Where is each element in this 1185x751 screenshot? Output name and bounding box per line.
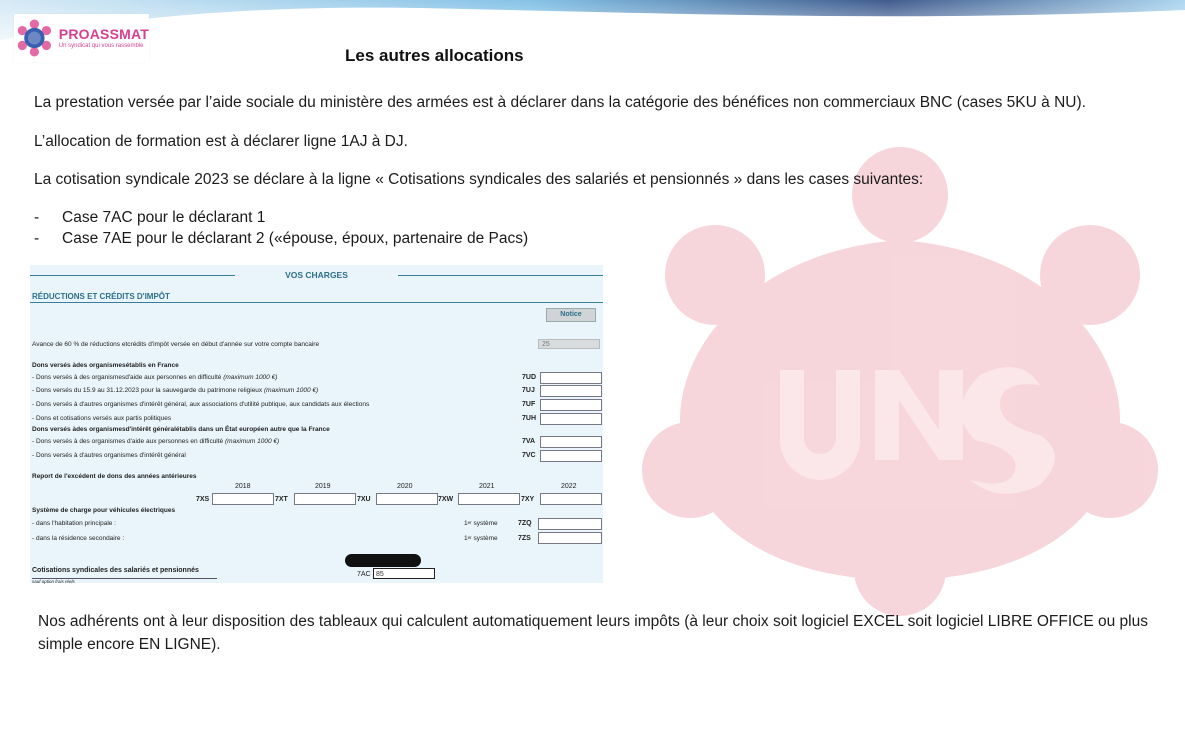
- input-7va[interactable]: [540, 436, 602, 448]
- input-7uf[interactable]: [540, 399, 602, 411]
- cotisations-sub: sauf option frais réels: [32, 579, 75, 584]
- top-wave-decoration: [0, 0, 1185, 60]
- header-rule-right: [398, 275, 603, 276]
- input-7xt[interactable]: [294, 493, 356, 505]
- year-label: 2021: [479, 483, 495, 490]
- section-rule: [30, 302, 603, 303]
- cotisations-heading: Cotisations syndicales des salariés et pensionnés: [32, 567, 199, 574]
- logo-name: PROASSMAT: [58, 26, 149, 42]
- charge-row-label: - dans la résidence secondaire :: [32, 535, 125, 542]
- year-label: 2018: [235, 483, 251, 490]
- code-7xu: 7XU: [357, 496, 371, 503]
- logo-tagline: Un syndicat qui vous rassemble: [58, 43, 144, 49]
- code-7zq: 7ZQ: [518, 520, 532, 527]
- code-7zs: 7ZS: [518, 535, 531, 542]
- input-7vc[interactable]: [540, 450, 602, 462]
- code-7uh: 7UH: [522, 415, 537, 422]
- code-7ac: 7AC: [357, 571, 371, 578]
- paragraph-cotisation: La cotisation syndicale 2023 se déclare à la ligne « Cotisations syndicales des salariés et pensionnés » dans les cases suivantes:: [34, 171, 924, 188]
- input-7uj[interactable]: [540, 385, 602, 397]
- form-header: VOS CHARGES: [285, 270, 348, 280]
- code-7ud: 7UD: [522, 374, 537, 381]
- advance-label: Avance de 60 % de réductions etcrédits d'impôt versée en début d'année sur votre compte bancaire: [32, 341, 320, 348]
- report-heading: Report de l'excédent de dons des années antérieures: [32, 473, 197, 480]
- input-7zq[interactable]: [538, 518, 602, 530]
- dons-europe-heading: Dons versés àdes organismesd'intérêt généralétablis dans un État européen autre que la France: [32, 426, 330, 433]
- input-7zs[interactable]: [538, 532, 602, 544]
- paragraph-formation: L’allocation de formation est à déclarer ligne 1AJ à DJ.: [34, 133, 408, 150]
- paragraph-prestation: La prestation versée par l’aide sociale du ministère des armées est à déclarer dans la catégorie des bénéfices non commerciaux BNC (cases 5KU à NU).: [34, 94, 1086, 111]
- section-title: RÉDUCTIONS ET CRÉDITS D'IMPÔT: [32, 292, 170, 301]
- systeme-label: 1er système: [464, 520, 498, 527]
- input-7xw[interactable]: [458, 493, 520, 505]
- charge-heading: Système de charge pour véhicules électriques: [32, 507, 176, 514]
- code-7xw: 7XW: [438, 496, 454, 503]
- proassmat-logo[interactable]: [14, 14, 149, 62]
- list-item: - Case 7AC pour le déclarant 1: [34, 208, 266, 226]
- charge-row-label: - dans l'habitation principale :: [32, 520, 116, 527]
- input-7ac[interactable]: 85: [373, 568, 435, 579]
- list-item: - Case 7AE pour le déclarant 2 («épouse, époux, partenaire de Pacs): [34, 229, 529, 247]
- tax-form-screenshot: [30, 265, 603, 583]
- redaction-mark: [345, 554, 421, 567]
- year-label: 2022: [561, 483, 577, 490]
- dons-row-label: - Dons versés du 15.9 au 31.12.2023 pour la sauvegarde du patrimone religieux (maximum 1000 €): [32, 387, 319, 394]
- code-7vc: 7VC: [522, 452, 536, 459]
- input-7xy[interactable]: [540, 493, 602, 505]
- dons-row-label: - Dons versés à d'autres organismes d'intérêt général, aux associations d'utilité publique, aux candidats aux élections: [32, 401, 370, 408]
- bullet-list: [34, 207, 528, 249]
- dons-row-label: - Dons versés à d'autres organismes d'intérêt général: [32, 452, 186, 459]
- dons-row-label: - Dons versés à des organismes d'aide aux personnes en difficulté (maximum 1000 €): [32, 438, 280, 445]
- dons-row-label: - Dons et cotisations versés aux partis politiques: [32, 415, 172, 422]
- systeme-label: 1er système: [464, 535, 498, 542]
- year-label: 2019: [315, 483, 331, 490]
- input-7uh[interactable]: [540, 413, 602, 425]
- notice-button[interactable]: Notice: [546, 308, 596, 322]
- unsa-watermark: [620, 140, 1180, 620]
- code-7uj: 7UJ: [522, 387, 535, 394]
- code-7uf: 7UF: [522, 401, 536, 408]
- input-7xs[interactable]: [212, 493, 274, 505]
- year-label: 2020: [397, 483, 413, 490]
- code-7xy: 7XY: [521, 496, 535, 503]
- input-7xu[interactable]: [376, 493, 438, 505]
- unsa-flower-icon: [14, 16, 55, 60]
- dons-row-label: - Dons versés à des organismesd'aide aux personnes en difficulté (maximum 1000 €): [32, 374, 278, 381]
- code-7va: 7VA: [522, 438, 536, 445]
- dons-france-heading: Dons versés àdes organismesétablis en France: [32, 362, 179, 369]
- code-7xt: 7XT: [275, 496, 288, 503]
- input-7ud[interactable]: [540, 372, 602, 384]
- code-7xs: 7XS: [196, 496, 210, 503]
- advance-field: 25: [538, 339, 600, 349]
- page-title: Les autres allocations: [345, 46, 524, 65]
- footer-paragraph: Nos adhérents ont à leur disposition des tableaux qui calculent automatiquement leurs impôts (à leur choix soit logiciel EXCEL soit logiciel LIBRE OFFICE ou plus simple encore EN LIGNE).: [38, 613, 1148, 653]
